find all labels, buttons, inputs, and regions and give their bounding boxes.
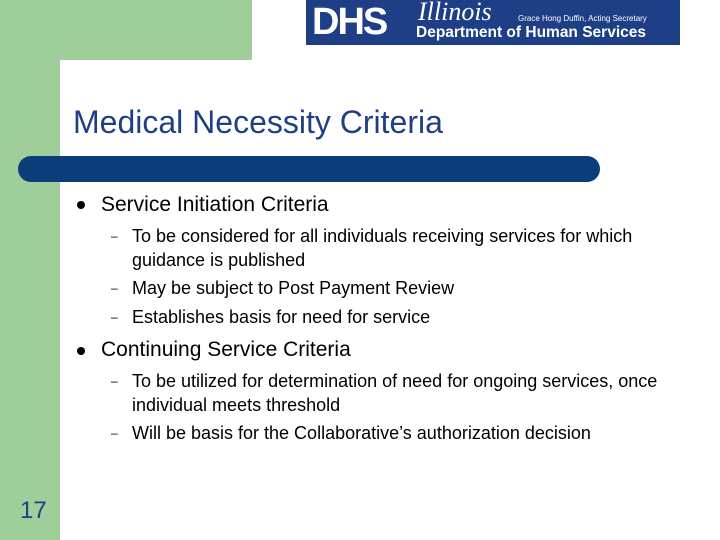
logo-state-name: Illinois [418,0,492,26]
list-item: Establishes basis for need for service [132,307,431,327]
list-item: To be considered for all individuals receiving services for which guidance is published [132,226,633,270]
slide-title: Medical Necessity Criteria [73,104,443,140]
dash-marker: – [111,426,118,440]
section-heading: Service Initiation Criteria [101,193,329,216]
bullet-dot [77,201,85,209]
dhs-logo-mark [312,1,412,43]
slide-number: 17 [20,497,47,524]
dash-marker: – [111,310,118,324]
list-item: May be subject to Post Payment Review [132,278,455,298]
section-heading: Continuing Service Criteria [101,338,351,361]
list-item: Will be basis for the Collaborative’s authorization decision [132,423,591,443]
bullet-dot [77,347,85,355]
dhs-logo-text: DHS [312,1,387,43]
dash-marker: – [111,281,118,295]
dash-marker: – [111,229,118,243]
left-green-band [0,0,60,540]
dash-marker: – [111,374,118,388]
list-item: To be utilized for determination of need for ongoing services, once individual meets threshold [132,371,658,415]
title-underline-bar [18,156,600,182]
logo-secretary-line: Grace Hong Duffin, Acting Secretary [518,14,647,23]
top-green-band [0,0,252,60]
logo-department-name: Department of Human Services [416,24,646,41]
dhs-logo [306,0,680,45]
